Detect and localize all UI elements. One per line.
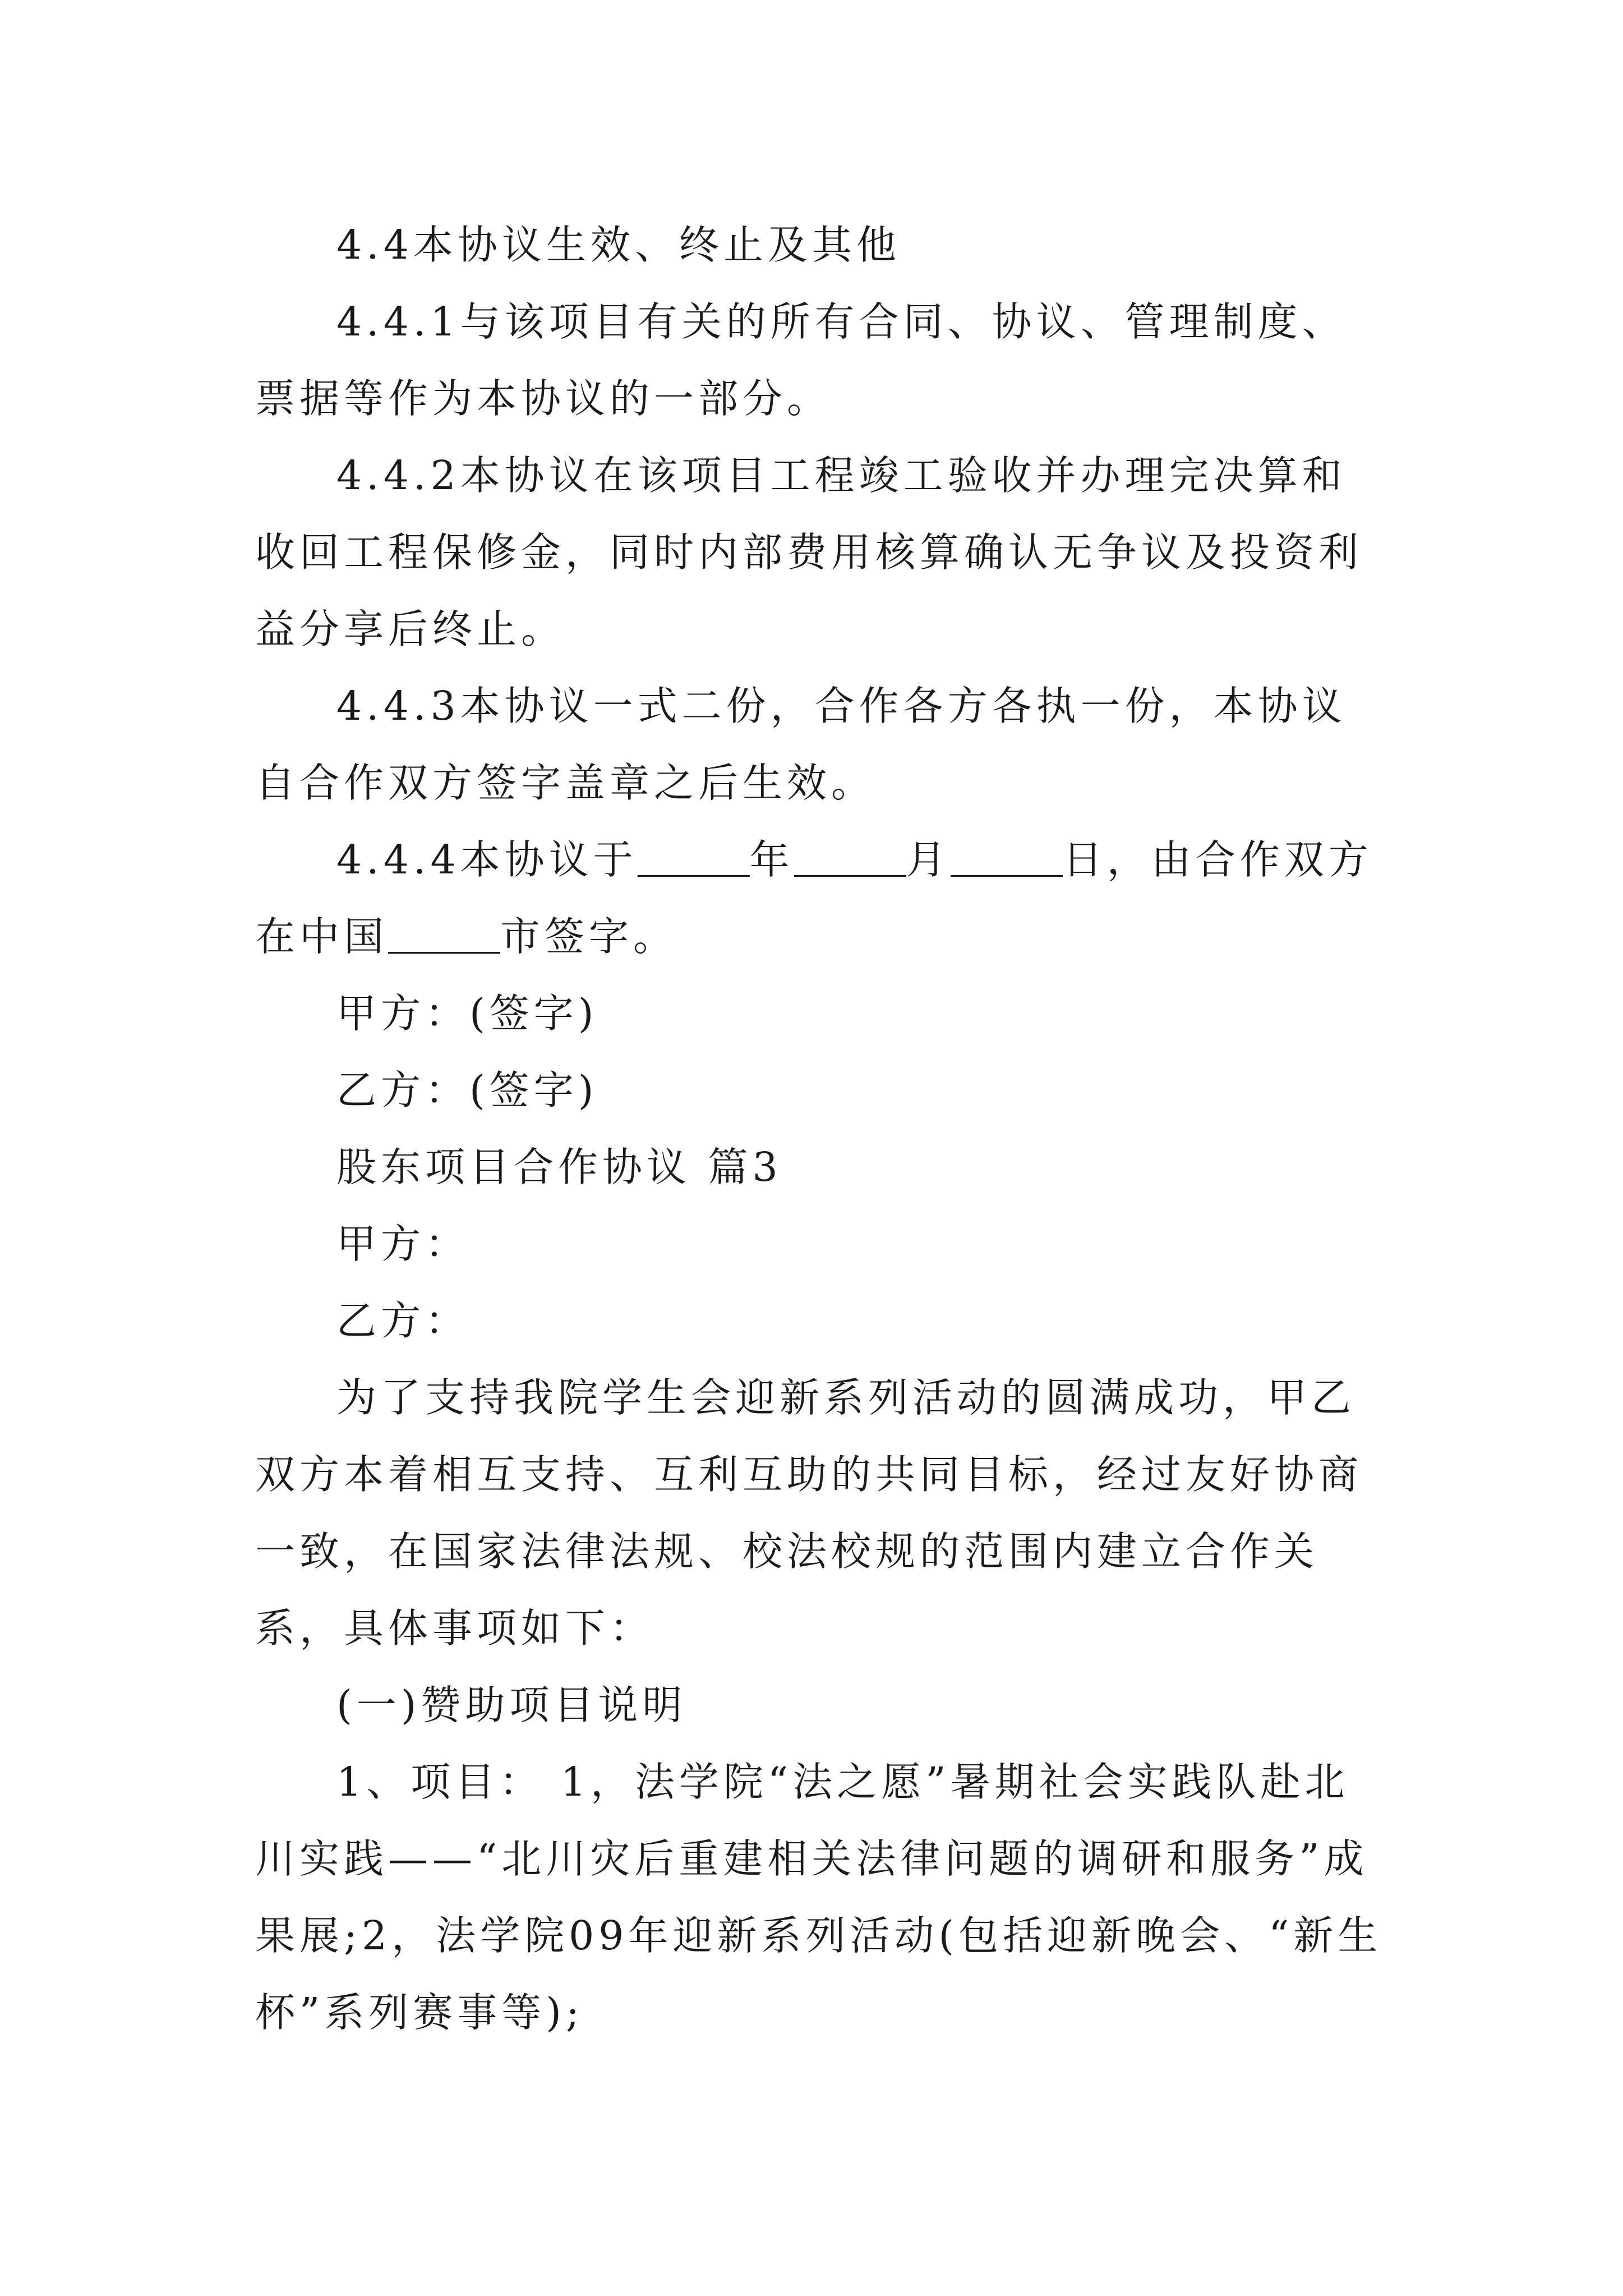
- clause-4-4-2: 4.4.2本协议在该项目工程竣工验收并办理完决算和收回工程保修金，同时内部费用核算确认无争议及投资利益分享后终止。: [255, 452, 1363, 652]
- clause-4-4-4-part-c: 月: [906, 836, 951, 883]
- signature-party-a: 甲方：(签字): [336, 990, 598, 1037]
- clause-4-4-4-part-d: 日，由合作双方在: [255, 836, 1373, 960]
- clause-4-4-4-part-b: 年: [749, 836, 794, 883]
- clause-4-4-4: [255, 821, 1382, 975]
- clause-heading-4-4: 4.4本协议生效、终止及其他: [336, 222, 901, 268]
- signature-party-b: 乙方：(签字): [336, 1067, 598, 1114]
- clause-4-4-3: 4.4.3本协议一式二份，合作各方各执一份，本协议自合作双方签字盖章之后生效。: [255, 683, 1347, 806]
- section-title: 股东项目合作协议 篇3: [336, 1144, 782, 1190]
- year-blank: [638, 841, 750, 877]
- month-blank: [794, 841, 906, 877]
- party-b-label: 乙方：: [336, 1297, 470, 1344]
- clause-4-4-4-part-a: 4.4.4本协议于: [336, 836, 638, 883]
- intro-paragraph: 为了支持我院学生会迎新系列活动的圆满成功，甲乙双方本着相互支持、互利互助的共同目标，经过友好协商一致，在国家法律法规、校法校规的范围内建立合作关系，具体事项如下：: [255, 1374, 1363, 1651]
- sponsorship-subtitle: (一)赞助项目说明: [336, 1682, 687, 1728]
- clause-4-4-4-part-e: 中国: [299, 913, 389, 960]
- day-blank: [951, 841, 1063, 877]
- item-1-paragraph: 1、项目： 1，法学院“法之愿”暑期社会实践队赴北川实践——“北川灾后重建相关法律问题的调研和服务”成果展;2，法学院09年迎新系列活动(包括迎新晚会、“新生杯”系列赛事等);: [255, 1759, 1382, 2036]
- clause-4-4-1: 4.4.1与该项目有关的所有合同、协议、管理制度、票据等作为本协议的一部分。: [255, 298, 1347, 422]
- party-a-label: 甲方：: [336, 1221, 470, 1267]
- clause-4-4-4-part-f: 市签字。: [500, 913, 678, 960]
- city-blank: [388, 918, 500, 954]
